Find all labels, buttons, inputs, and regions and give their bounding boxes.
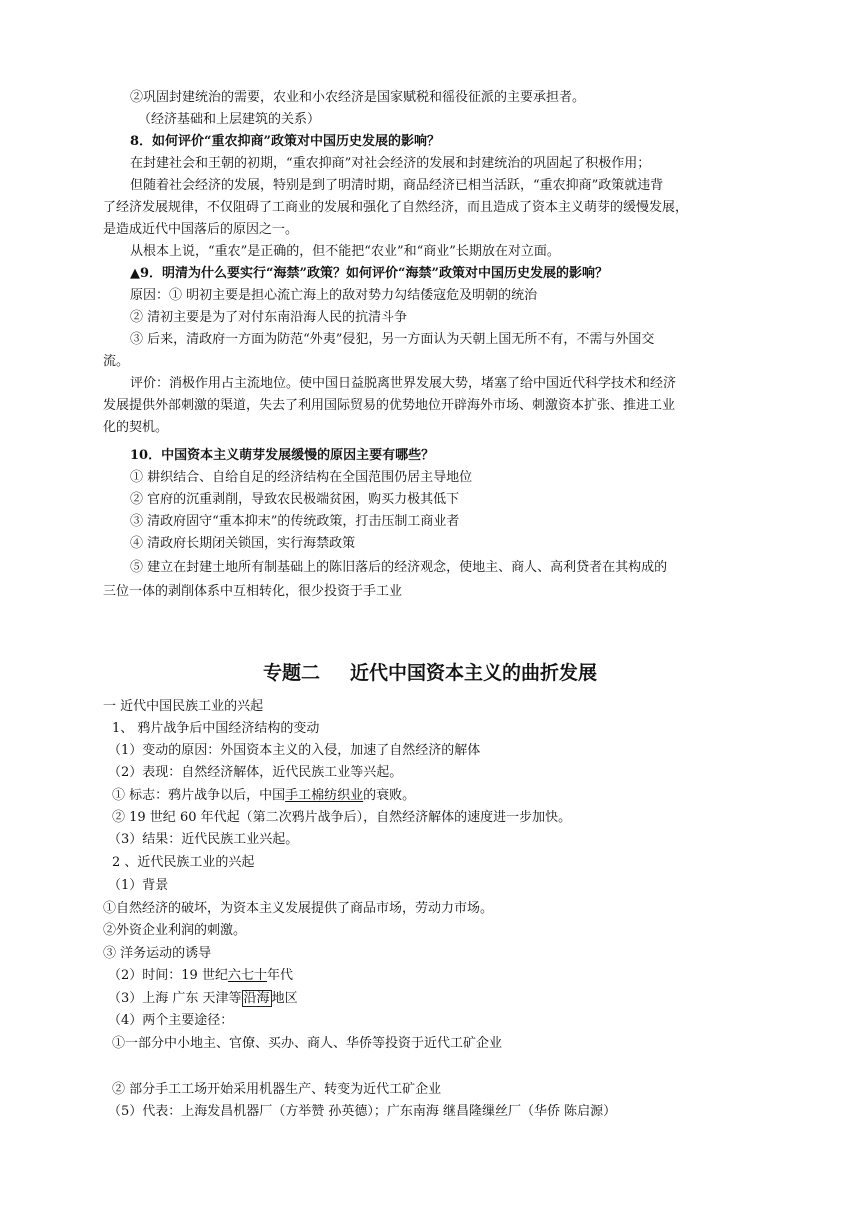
outline-line: （4）两个主要途径：: [108, 1013, 234, 1028]
list-item: ④ 清政府长期闭关锁国，实行海禁政策: [130, 536, 356, 551]
list-item: ② 官府的沉重剥削，导致农民极端贫困，购买力极其低下: [130, 492, 460, 507]
answer-line: 化的契机。: [103, 420, 169, 435]
answer-line: 流。: [103, 354, 130, 369]
outline-line: （1）背景: [108, 878, 169, 893]
answer-line: 评价：消极作用占主流地位。使中国日益脱离世界发展大势，堵塞了给中国近代科学技术和经济: [130, 376, 677, 391]
list-item: 三位一体的剥削体系中互相转化，很少投资于手工业: [103, 584, 403, 599]
topic-title: [0, 660, 860, 686]
answer-line: ② 清初主要是为了对付东南沿海人民的抗清斗争: [130, 310, 408, 325]
outline-line: （2）时间：19 世纪六七十年代: [108, 968, 293, 983]
outline-line: ③ 洋务运动的诱导: [103, 946, 212, 961]
outline-line: ② 19 世纪 60 年代起（第二次鸦片战争后），自然经济解体的速度进一步加快。: [112, 810, 572, 825]
boxed-term: 沿海: [243, 991, 270, 1006]
paragraph-line: ②巩固封建统治的需要，农业和小农经济是国家赋税和徭役征派的主要承担者。: [130, 90, 586, 105]
outline-line: （3）上海 广东 天津等 沿海 地区: [108, 991, 298, 1006]
outline-line: （1）变动的原因：外国资本主义的入侵，加速了自然经济的解体: [108, 743, 481, 758]
answer-line: ③ 后来，清政府一方面为防范“外夷”侵犯，另一方面认为天朝上国无所不有，不需与外国交: [130, 332, 655, 347]
answer-line: 了经济发展规律，不仅阻碍了工商业的发展和强化了自然经济，而且造成了资本主义萌芽的缓慢发展，: [103, 200, 689, 215]
section-heading: 一 近代中国民族工业的兴起: [103, 699, 264, 714]
list-item: ① 耕织结合、自给自足的经济结构在全国范围仍居主导地位: [130, 470, 473, 485]
outline-line: （5）代表：上海发昌机器厂（方举赞 孙英德）；广东南海 继昌隆缫丝厂（华侨 陈启源）: [108, 1104, 617, 1119]
answer-line: 原因：① 明初主要是担心流亡海上的敌对势力勾结倭寇危及明朝的统治: [130, 288, 538, 303]
question-10-heading: 10．中国资本主义萌芽发展缓慢的原因主要有哪些？: [130, 448, 435, 463]
answer-line: 发展提供外部刺激的渠道，失去了利用国际贸易的优势地位开辟海外市场、刺激资本扩张、推进工业: [103, 398, 676, 413]
outline-line: ①一部分中小地主、官僚、买办、商人、华侨等投资于近代工矿企业: [112, 1036, 503, 1051]
answer-line: 从根本上说，“重农”是正确的，但不能把“农业”和“商业”长期放在对立面。: [130, 244, 560, 259]
answer-line: 但随着社会经济的发展，特别是到了明清时期，商品经济已相当活跃，“重农抑商”政策就违背: [130, 178, 664, 193]
question-8-heading: 8．如何评价“重农抑商”政策对中国历史发展的影响？: [130, 134, 441, 149]
underlined-term: 六七十: [227, 968, 267, 983]
outline-line: ②外资企业利润的刺激。: [103, 923, 247, 938]
list-item: ③ 清政府固守“重本抑末”的传统政策，打击压制工商业者: [130, 514, 460, 529]
subsection-heading: 2 、近代民族工业的兴起: [112, 855, 255, 870]
outline-line: （2）表现：自然经济解体，近代民族工业等兴起。: [108, 765, 403, 780]
question-9-heading: ▲9．明清为什么要实行“海禁”政策？如何评价“海禁”政策对中国历史发展的影响？: [130, 266, 608, 281]
subsection-heading: 1、 鸦片战争后中国经济结构的变动: [112, 721, 320, 736]
underlined-term: 手工棉纺织业: [285, 788, 364, 803]
topic-name: 近代中国资本主义的曲折发展: [350, 662, 598, 684]
outline-line: ① 标志：鸦片战争以后，中国手工棉纺织业的衰败。: [112, 788, 416, 803]
topic-label: 专题二: [262, 662, 320, 684]
paragraph-line: （经济基础和上层建筑的关系）: [138, 112, 321, 127]
outline-line: ①自然经济的破坏，为资本主义发展提供了商品市场，劳动力市场。: [103, 901, 494, 916]
list-item: ⑤ 建立在封建土地所有制基础上的陈旧落后的经济观念，使地主、商人、高利贷者在其构成的: [130, 560, 668, 575]
outline-line: （3）结果：近代民族工业兴起。: [108, 832, 299, 847]
answer-line: 在封建社会和王朝的初期，“重农抑商”对社会经济的发展和封建统治的巩固起了积极作用；: [130, 156, 651, 171]
answer-line: 是造成近代中国落后的原因之一。: [103, 222, 299, 237]
outline-line: ② 部分手工工场开始采用机器生产、转变为近代工矿企业: [112, 1082, 442, 1097]
